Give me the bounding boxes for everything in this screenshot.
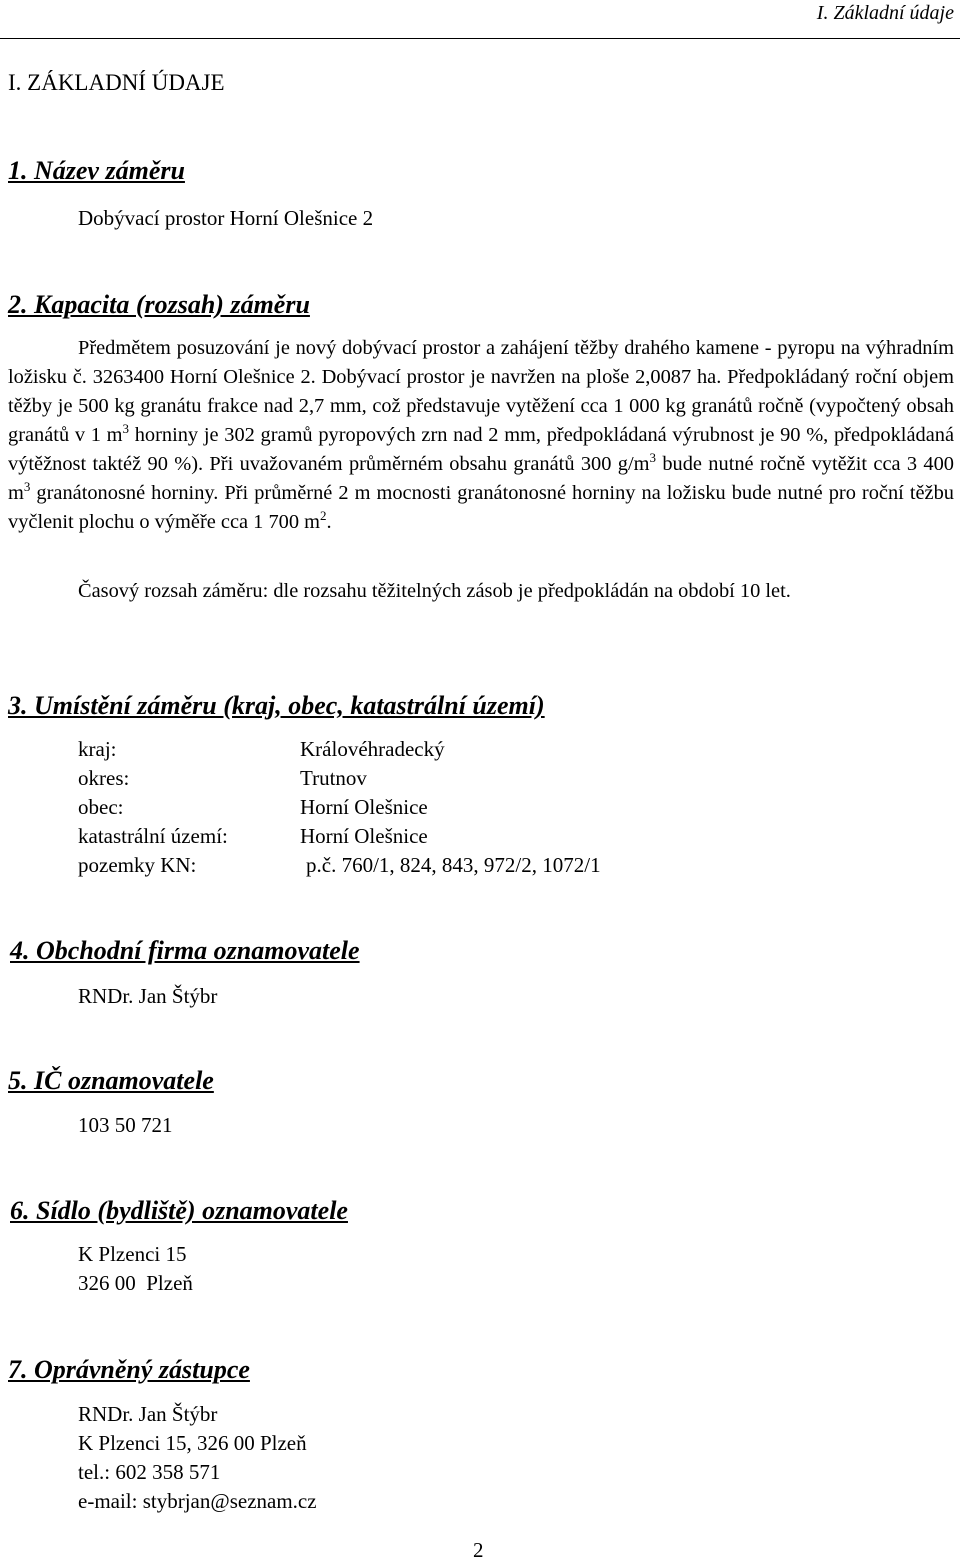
address-line: K Plzenci 15: [78, 1242, 187, 1266]
time-range-paragraph: Časový rozsah záměru: dle rozsahu těžitelných zásob je předpokládán na období 10 let.: [78, 580, 791, 602]
section-5-heading: 5. IČ oznamovatele: [8, 1066, 214, 1095]
location-value: p.č. 760/1, 824, 843, 972/2, 1072/1: [306, 853, 601, 877]
document-title: I. ZÁKLADNÍ ÚDAJE: [8, 70, 225, 95]
representative-line: tel.: 602 358 571: [78, 1460, 221, 1484]
capacity-paragraph: Předmětem posuzování je nový dobývací prostor a zahájení těžby drahého kamene - pyropu na výhradním ložisku č. 3263400 Horní Olešnice 2. Dobývací prostor je navržen na ploše 2,0087 ha. Předpokládaný roční objem těžby je 500 kg granátu frakce nad 2,7 mm, což představuje vytěžení cca 1 000 kg granátů ročně (vypočtený obsah granátů v 1 $m^3$ horniny je 302 gramů pyropových zrn nad 2 mm, předpokládaná výrubnost je 90 %, předpokládaná výtěžnost taktéž 90 %). Při uvažovaném průměrném obsahu granátů 300 $g/m^3$ bude nutné ročně vytěžit cca 3 400 $m^3$ granátonosné horniny. Při průměrné 2 m mocnosti granátonosné horniny na ložisku bude nutné pro roční těžbu vyčlenit plochu o výměře cca 1 700 $m^2$.: [8, 337, 955, 533]
location-label: katastrální území:: [78, 824, 228, 848]
section-6-heading: 6. Sídlo (bydliště) oznamovatele: [10, 1196, 348, 1225]
representative-line: e-mail: stybrjan@seznam.cz: [78, 1489, 317, 1513]
representative-line: RNDr. Jan Štýbr: [78, 1402, 218, 1426]
address-line: 326 00 Plzeň: [78, 1271, 193, 1295]
location-value: Horní Olešnice: [300, 824, 428, 848]
section-1-heading: 1. Název záměru: [8, 156, 185, 185]
project-name: Dobývací prostor Horní Olešnice 2: [78, 206, 374, 230]
location-value: Horní Olešnice: [300, 795, 428, 819]
section-7-heading: 7. Oprávněný zástupce: [8, 1355, 250, 1384]
section-3-heading: 3. Umístění záměru (kraj, obec, katastrální území): [8, 691, 545, 720]
location-label: kraj:: [78, 737, 117, 761]
representative-line: K Plzenci 15, 326 00 Plzeň: [78, 1431, 307, 1455]
page-number: 2: [473, 1538, 484, 1562]
section-2-heading: 2. Kapacita (rozsah) záměru: [8, 290, 310, 319]
location-label: okres:: [78, 766, 130, 790]
location-label: obec:: [78, 795, 124, 819]
company-name: RNDr. Jan Štýbr: [78, 984, 218, 1008]
header-rule: [0, 38, 960, 39]
location-value: Trutnov: [300, 766, 367, 790]
location-label: pozemky KN:: [78, 853, 197, 877]
running-header: I. Základní údaje: [816, 2, 954, 24]
company-id: 103 50 721: [78, 1113, 173, 1137]
section-4-heading: 4. Obchodní firma oznamovatele: [10, 936, 360, 965]
location-value: Královéhradecký: [300, 737, 445, 761]
